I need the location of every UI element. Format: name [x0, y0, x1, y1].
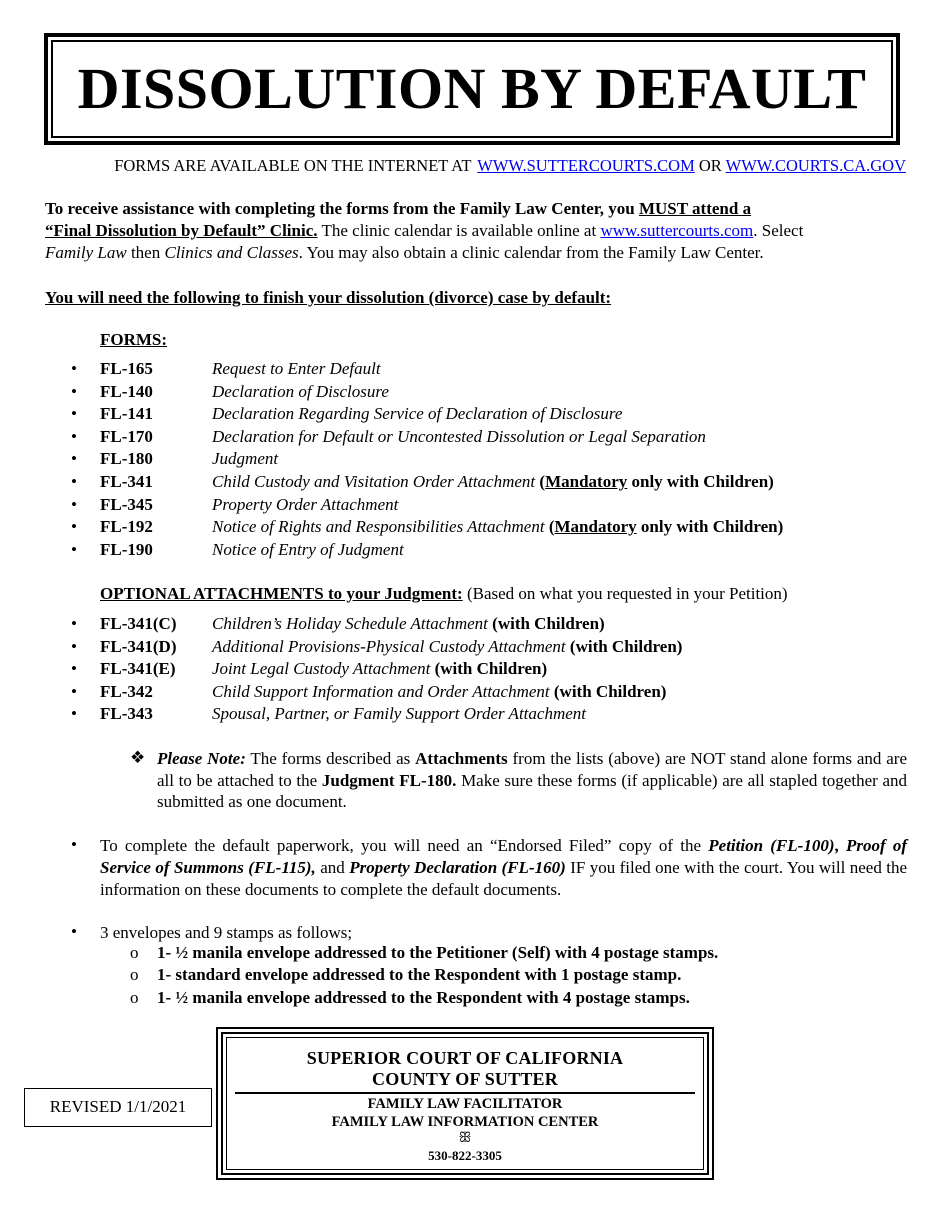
bullet-icon: • — [71, 539, 77, 559]
endorsed-text-2: IF you filed one with the court. You will need the information on these documents to complete the default documents. — [100, 858, 908, 899]
diamond-bullet-icon: ❖ — [130, 748, 146, 767]
form-code: FL-341 — [100, 471, 153, 491]
courts-ca-gov-link[interactable]: WWW.COURTS.CA.GOV — [725, 156, 906, 175]
court-divider — [235, 1092, 695, 1094]
intro-then: then — [130, 243, 161, 262]
circle-bullet-icon: o — [130, 943, 139, 962]
bullet-icon: • — [71, 681, 77, 701]
note-judgment: Judgment FL-180. — [321, 770, 457, 790]
circle-bullet-icon: o — [130, 965, 139, 985]
court-name — [227, 1048, 703, 1090]
ornament-icon: ꕥ — [458, 1131, 472, 1146]
list-item — [0, 448, 950, 471]
optional-heading-line — [100, 584, 788, 604]
form-code: FL-190 — [100, 539, 153, 559]
circle-bullet-icon: o — [130, 987, 139, 1007]
bullet-icon: • — [71, 381, 77, 401]
form-title: Property Order Attachment — [212, 494, 399, 514]
page-title: DISSOLUTION BY DEFAULT — [77, 56, 867, 121]
list-item — [0, 703, 950, 726]
court-phone: 530-822-3305 — [428, 1148, 502, 1163]
revised-box: REVISED 1/1/2021 — [24, 1088, 212, 1127]
list-item — [130, 964, 910, 986]
list-item — [0, 471, 950, 494]
list-item — [130, 987, 910, 1009]
bullet-icon: • — [71, 449, 77, 469]
proof-label: Proof of Service of Summons (FL-115), — [100, 836, 907, 877]
forms-heading: FORMS: — [100, 330, 168, 349]
envelope-item: 1- standard envelope addressed to the Respondent with 1 postage stamp. — [157, 965, 682, 985]
form-title: Spousal, Partner, or Family Support Order Attachment — [212, 704, 586, 724]
bullet-icon: • — [71, 636, 77, 656]
form-code: FL-180 — [100, 449, 153, 469]
bullet-icon: • — [71, 494, 77, 514]
intro-bold: To receive assistance with completing the forms from the Family Law Center, you — [45, 199, 635, 218]
court-box-inner — [226, 1037, 704, 1170]
please-note-text — [157, 748, 907, 813]
form-code: FL-192 — [100, 517, 153, 537]
list-item — [0, 494, 950, 517]
list-item — [0, 381, 950, 404]
intro-clinics: Clinics and Classes — [164, 243, 299, 262]
form-title: Joint Legal Custody Attachment — [212, 659, 431, 679]
form-title: Child Custody and Visitation Order Attachment — [212, 471, 536, 491]
endorsed-text-1: To complete the default paperwork, you will need an “Endorsed Filed” copy of the — [100, 836, 702, 855]
list-item — [0, 658, 950, 681]
form-code: FL-343 — [100, 704, 153, 724]
court-box-mid — [221, 1032, 709, 1175]
bullet-icon: • — [71, 922, 77, 941]
list-item — [0, 636, 950, 659]
intro-family-law: Family Law — [45, 243, 127, 262]
note-text-1: The forms described as — [250, 749, 411, 768]
mandatory-label: Mandatory — [545, 471, 628, 491]
form-title: Notice of Rights and Responsibilities Attachment — [212, 517, 545, 537]
form-note: (with Children) — [492, 614, 605, 633]
form-note: (with Children) — [553, 681, 667, 701]
bullet-icon: • — [71, 404, 77, 424]
form-title: Notice of Entry of Judgment — [212, 539, 404, 559]
form-code: FL-141 — [100, 404, 153, 424]
note-attachments: Attachments — [415, 749, 508, 768]
form-code: FL-165 — [100, 359, 153, 378]
list-item — [0, 681, 950, 704]
envelope-item: 1- ½ manila envelope addressed to the Respondent with 4 postage stamps. — [157, 987, 690, 1007]
form-code: FL-341(D) — [100, 636, 177, 656]
endorsed-comma: , — [834, 836, 839, 855]
optional-forms-list — [0, 613, 950, 726]
court-line-3: FAMILY LAW FACILITATOR — [367, 1096, 563, 1112]
form-code: FL-342 — [100, 681, 153, 701]
form-title: Additional Provisions-Physical Custody Attachment — [212, 636, 566, 656]
envelope-item: 1- ½ manila envelope addressed to the Petitioner (Self) with 4 postage stamps. — [157, 943, 719, 962]
title-box — [44, 33, 900, 145]
intro-must: MUST attend a — [638, 199, 752, 218]
bullet-icon: • — [71, 835, 77, 854]
availability-or: OR — [698, 156, 722, 175]
petition-label: Petition (FL-100) — [708, 836, 835, 855]
intro-paragraph — [45, 198, 907, 264]
bullet-icon: • — [71, 471, 77, 491]
optional-subheading: (Based on what you requested in your Petition) — [466, 584, 788, 603]
form-title: Declaration for Default or Uncontested Dissolution or Legal Separation — [212, 426, 706, 446]
availability-line — [44, 156, 906, 176]
intro-rest: . You may also obtain a clinic calendar from the Family Law Center. — [298, 243, 764, 262]
list-item — [130, 942, 910, 964]
property-label: Property Declaration (FL-160) — [349, 858, 566, 877]
list-item — [0, 403, 950, 426]
clinic-calendar-link[interactable]: www.suttercourts.com — [600, 221, 754, 240]
form-code: FL-170 — [100, 426, 153, 446]
court-line-4: FAMILY LAW INFORMATION CENTER — [331, 1113, 599, 1130]
form-title: Children’s Holiday Schedule Attachment — [212, 614, 488, 633]
list-item — [0, 539, 950, 562]
forms-list — [0, 358, 950, 561]
bullet-icon: • — [71, 359, 77, 378]
form-code: FL-341(E) — [100, 659, 176, 679]
list-item — [0, 358, 950, 381]
form-code: FL-140 — [100, 381, 153, 401]
mandatory-open: ( — [539, 471, 546, 491]
note-label: Please Note: — [157, 749, 246, 768]
mandatory-label: Mandatory — [554, 517, 637, 537]
suttercourts-link[interactable]: WWW.SUTTERCOURTS.COM — [477, 156, 695, 175]
mandatory-open: ( — [548, 517, 555, 537]
court-line-1: SUPERIOR COURT OF CALIFORNIA — [306, 1048, 624, 1068]
mandatory-note: only with Children) — [627, 471, 774, 491]
need-heading: You will need the following to finish your dissolution (divorce) case by default: — [45, 288, 612, 307]
bullet-icon: • — [71, 659, 77, 679]
bullet-icon: • — [71, 426, 77, 446]
envelopes-list — [130, 942, 910, 1009]
list-item — [0, 613, 950, 636]
intro-clinic: “Final Dissolution by Default” Clinic. — [45, 221, 318, 240]
court-line-2: COUNTY OF SUTTER — [372, 1069, 558, 1089]
form-note: (with Children) — [569, 636, 683, 656]
form-title: Judgment — [212, 449, 279, 469]
bullet-icon: • — [71, 517, 77, 537]
form-title: Child Support Information and Order Attachment — [212, 681, 550, 701]
availability-prefix: FORMS ARE AVAILABLE ON THE INTERNET AT — [114, 156, 472, 175]
form-code: FL-345 — [100, 494, 153, 514]
court-box — [216, 1027, 714, 1180]
list-item — [0, 516, 950, 539]
bullet-icon: • — [71, 704, 77, 724]
envelopes-intro: 3 envelopes and 9 stamps as follows; — [100, 923, 353, 942]
bullet-icon: • — [71, 614, 77, 633]
list-item — [0, 426, 950, 449]
note-text-2: from the lists (above) are NOT stand alone forms and are all to be attached to the — [157, 749, 908, 790]
intro-calendar-text: The clinic calendar is available online at — [321, 221, 597, 240]
form-note: (with Children) — [434, 659, 548, 679]
optional-heading: OPTIONAL ATTACHMENTS to your Judgment: — [100, 584, 463, 603]
title-inner-border — [51, 40, 893, 138]
form-title: Declaration Regarding Service of Declaration of Disclosure — [212, 404, 623, 424]
form-code: FL-341(C) — [100, 614, 177, 633]
intro-select: . Select — [753, 221, 804, 240]
endorsed-text — [100, 835, 907, 901]
note-text-3: Make sure these forms (if applicable) are all stapled together and submitted as one document. — [157, 770, 907, 811]
endorsed-and: and — [320, 858, 345, 877]
mandatory-note: only with Children) — [636, 517, 784, 537]
form-title: Request to Enter Default — [212, 359, 381, 378]
form-title: Declaration of Disclosure — [212, 381, 389, 401]
